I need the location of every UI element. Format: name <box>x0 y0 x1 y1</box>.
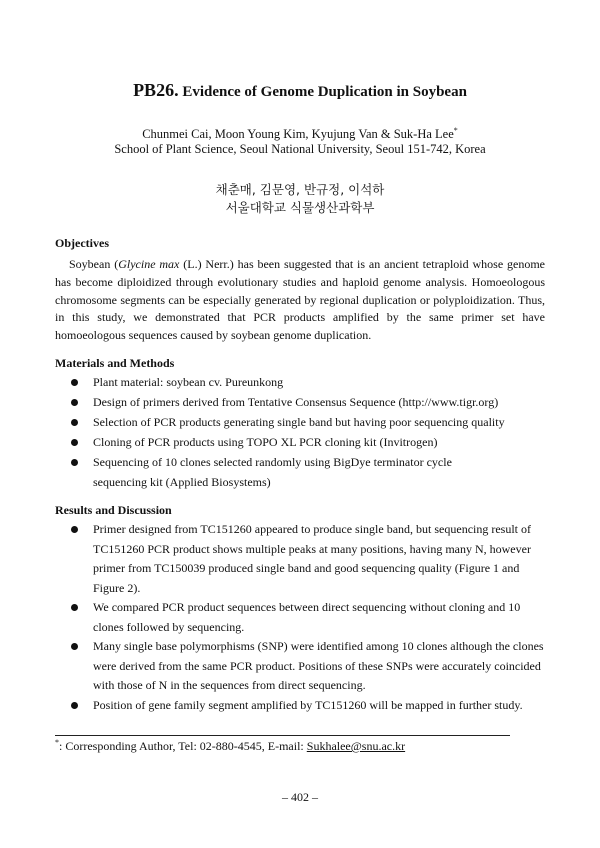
abstract-code: PB26. <box>133 80 179 100</box>
email-link[interactable]: Sukhalee@snu.ac.kr <box>306 739 406 753</box>
affiliation: School of Plant Science, Seoul National University, Seoul 151-742, Korea <box>114 142 486 156</box>
list-item: Design of primers derived from Tentative Consensus Sequence (http://www.tigr.org) <box>55 392 545 412</box>
list-item: Sequencing of 10 clones selected randomly using BigDye terminator cycle sequencing kit (Applied Biosystems) <box>55 452 545 492</box>
list-item: Many single base polymorphisms (SNP) were identified among 10 clones although the clones were derived from the same PCR product. Positions of these SNPs were accurately coincided with those of N in the sequences from direct sequencing. <box>55 637 545 696</box>
methods-heading: Materials and Methods <box>55 356 175 370</box>
paper-title <box>0 80 600 101</box>
korean-authors: 채춘매, 김문영, 반규정, 이석하 <box>215 182 385 197</box>
results-heading: Results and Discussion <box>55 503 172 517</box>
title-text: Evidence of Genome Duplication in Soybean <box>182 84 467 100</box>
list-item: Position of gene family segment amplified by TC151260 will be mapped in further study. <box>55 696 545 716</box>
objectives-text-pre: Soybean ( <box>69 257 119 271</box>
list-item: Selection of PCR products generating single band but having poor sequencing quality <box>55 412 545 432</box>
author-list <box>0 126 600 142</box>
footnote-text: : Corresponding Author, Tel: 02-880-4545, E-mail: <box>59 739 307 753</box>
footnote-mark: * <box>55 738 59 747</box>
objectives-paragraph <box>55 256 545 345</box>
list-item: Primer designed from TC151260 appeared to produce single band, but sequencing result of TC151260 PCR product shows multiple peaks at many positions, having many N, however primer from TC150039 produced single band and good sequencing quality (Figure 1 and Figure 2). <box>55 520 545 598</box>
species-name: Glycine max <box>118 257 180 271</box>
korean-affiliation: 서울대학교 식물생산과학부 <box>225 200 375 215</box>
footnote-divider <box>55 735 510 736</box>
list-item: Plant material: soybean cv. Pureunkong <box>55 372 545 392</box>
list-item: We compared PCR product sequences between direct sequencing without cloning and 10 clones followed by sequencing. <box>55 598 545 637</box>
objectives-heading: Objectives <box>55 236 109 250</box>
footnote <box>55 738 405 754</box>
methods-list <box>55 372 545 492</box>
objectives-text-post: (L.) Nerr.) has been suggested that is an ancient tetraploid whose genome has become diploidized through evolutionary studies and haploid genome analysis. Homoeologous chromosome segments can be especially generated by regional duplication or polyploidization. Thus, in this study, we demonstrated that PCR products amplified by the same primer set have homoeologous sequences caused by soybean genome duplication. <box>55 257 545 343</box>
results-list <box>55 520 545 715</box>
page-number: – 402 – <box>282 790 318 804</box>
list-item: Cloning of PCR products using TOPO XL PCR cloning kit (Invitrogen) <box>55 432 545 452</box>
corresponding-mark: * <box>453 126 458 135</box>
author-names: Chunmei Cai, Moon Young Kim, Kyujung Van & Suk-Ha Lee <box>142 127 454 142</box>
